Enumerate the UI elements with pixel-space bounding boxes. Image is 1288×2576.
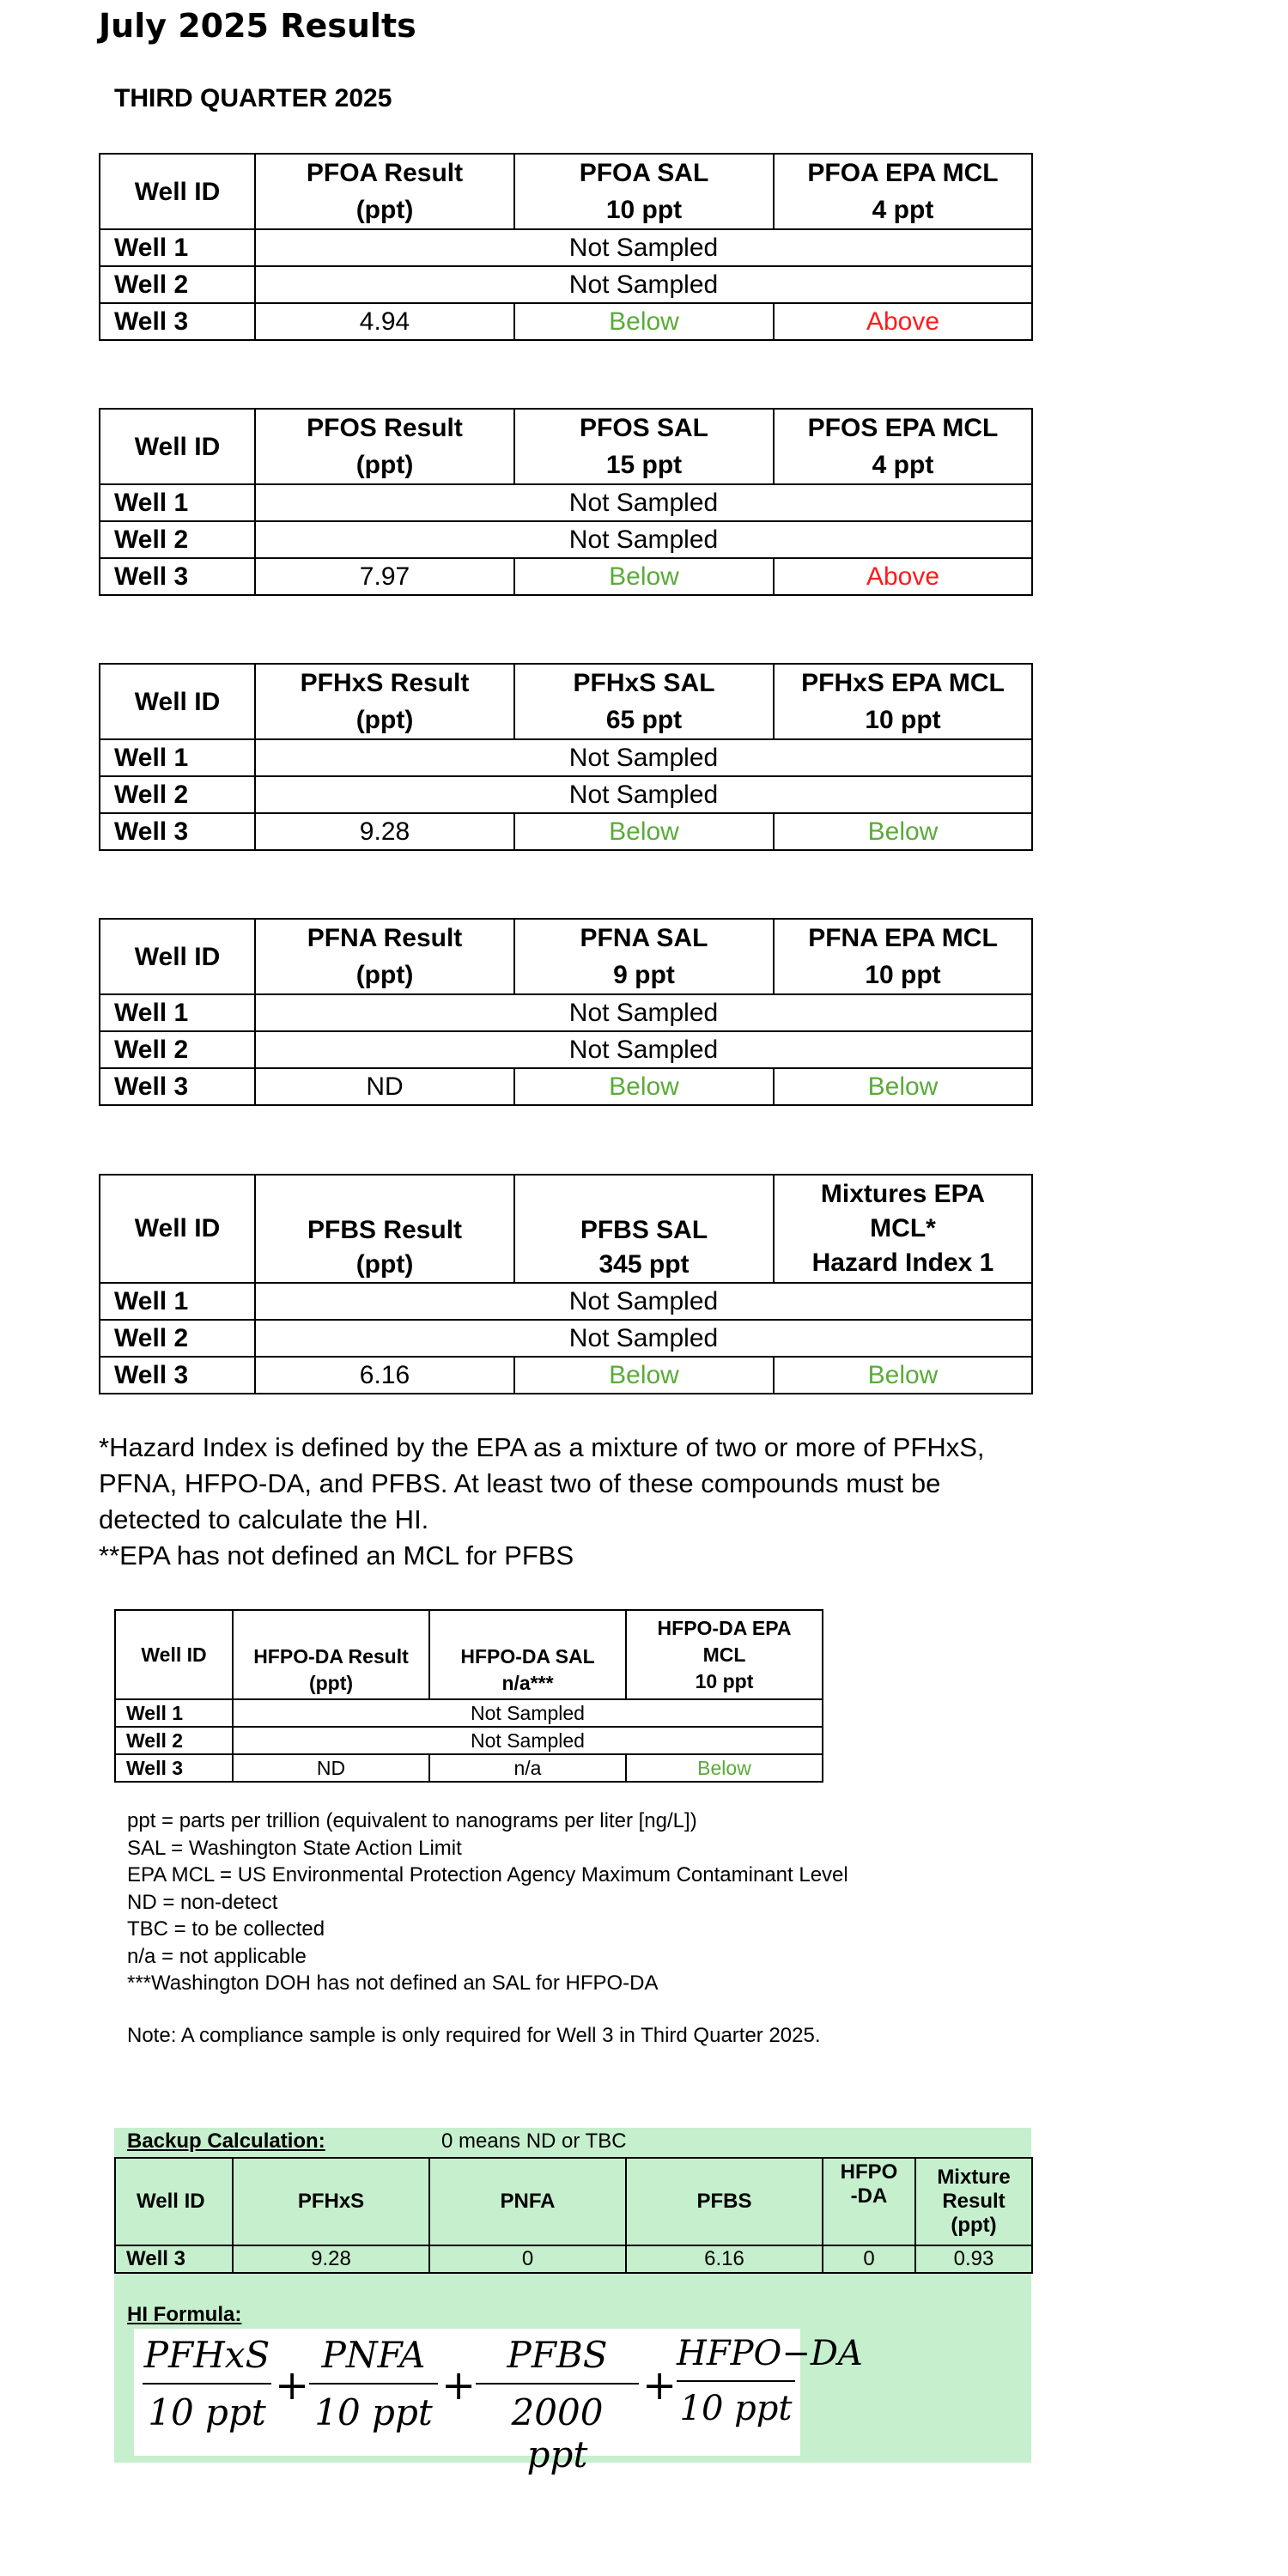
plus-operator: + bbox=[642, 2361, 677, 2409]
table-row bbox=[100, 521, 1032, 558]
header-sal: PFOA SAL 10 ppt bbox=[514, 154, 774, 229]
well-id-cell: Well 2 bbox=[100, 1031, 255, 1068]
table-row bbox=[100, 558, 1032, 595]
backup-calculation-table bbox=[114, 2157, 1033, 2274]
header-sal: HFPO-DA SAL n/a*** bbox=[429, 1610, 626, 1699]
header-well-id: Well ID bbox=[100, 409, 255, 484]
well-id-cell: Well 1 bbox=[115, 1699, 233, 1727]
sal-status-cell: Below bbox=[514, 1357, 774, 1394]
table-row bbox=[115, 1699, 823, 1727]
mcl-status-cell: Below bbox=[626, 1754, 823, 1782]
header-well-id: Well ID bbox=[100, 154, 255, 229]
header-result: HFPO-DA Result (ppt) bbox=[233, 1610, 429, 1699]
pfos-table bbox=[99, 408, 1033, 596]
footnote-line: **EPA has not defined an MCL for PFBS bbox=[99, 1540, 574, 1571]
header-result: PFOS Result (ppt) bbox=[255, 409, 514, 484]
well-id-cell: Well 3 bbox=[115, 2245, 233, 2273]
abbreviation-legend bbox=[127, 1807, 848, 1997]
hi-formula bbox=[134, 2329, 863, 2476]
table-row bbox=[100, 776, 1032, 813]
header-result: PFOA Result (ppt) bbox=[255, 154, 514, 229]
legend-line: n/a = not applicable bbox=[127, 1944, 307, 1968]
footnote-line: *Hazard Index is defined by the EPA as a mixture of two or more of PFHxS, bbox=[99, 1432, 985, 1462]
header-well-id: Well ID bbox=[100, 919, 255, 994]
header-pfhxs: PFHxS bbox=[233, 2158, 429, 2245]
formula-term: HFPO−DA 10 ppt bbox=[677, 2334, 863, 2428]
legend-line: ND = non-detect bbox=[127, 1890, 278, 1914]
not-sampled-cell: Not Sampled bbox=[255, 266, 1032, 303]
header-mcl: PFHxS EPA MCL 10 ppt bbox=[774, 664, 1032, 739]
not-sampled-cell: Not Sampled bbox=[255, 521, 1032, 558]
table-row bbox=[100, 484, 1032, 521]
well-id-cell: Well 2 bbox=[115, 1727, 233, 1754]
footnote-line: detected to calculate the HI. bbox=[99, 1504, 429, 1534]
header-well-id: Well ID bbox=[115, 1610, 233, 1699]
legend-line: ***Washington DOH has not defined an SAL for HFPO-DA bbox=[127, 1971, 659, 1995]
header-sal: PFBS SAL 345 ppt bbox=[514, 1175, 774, 1283]
sal-status-cell: Below bbox=[514, 1068, 774, 1105]
header-mcl: HFPO-DA EPA MCL 10 ppt bbox=[626, 1610, 823, 1699]
not-sampled-cell: Not Sampled bbox=[255, 776, 1032, 813]
well-id-cell: Well 1 bbox=[100, 994, 255, 1031]
sal-status-cell: Below bbox=[514, 303, 774, 340]
not-sampled-cell: Not Sampled bbox=[255, 229, 1032, 266]
header-hfpo-da: HFPO -DA bbox=[823, 2158, 915, 2245]
well-id-cell: Well 3 bbox=[100, 1068, 255, 1105]
plus-operator: + bbox=[275, 2361, 310, 2409]
not-sampled-cell: Not Sampled bbox=[255, 739, 1032, 776]
mcl-status-cell: Below bbox=[774, 1357, 1032, 1394]
table-row bbox=[100, 266, 1032, 303]
not-sampled-cell: Not Sampled bbox=[255, 1283, 1032, 1320]
table-row bbox=[100, 229, 1032, 266]
hazard-index-footnotes bbox=[99, 1430, 1060, 1574]
table-row bbox=[100, 1320, 1032, 1357]
table-row bbox=[100, 303, 1032, 340]
table-row bbox=[100, 1068, 1032, 1105]
hfpo-da-value: 0 bbox=[823, 2245, 915, 2273]
header-mixture-result: Mixture Result (ppt) bbox=[915, 2158, 1032, 2245]
table-row bbox=[100, 1031, 1032, 1068]
pfhxs-table bbox=[99, 663, 1033, 851]
header-result: PFHxS Result (ppt) bbox=[255, 664, 514, 739]
formula-term: PFBS 2000 ppt bbox=[476, 2334, 639, 2476]
table-row bbox=[115, 1727, 823, 1754]
well-id-cell: Well 1 bbox=[100, 739, 255, 776]
table-row bbox=[100, 813, 1032, 850]
hfpo-da-table bbox=[114, 1609, 823, 1783]
header-mcl: Mixtures EPA MCL* Hazard Index 1 bbox=[774, 1175, 1032, 1283]
header-mcl: PFOA EPA MCL 4 ppt bbox=[774, 154, 1032, 229]
table-row bbox=[115, 2245, 1032, 2273]
result-cell: 7.97 bbox=[255, 558, 514, 595]
mcl-status-cell: Above bbox=[774, 558, 1032, 595]
header-sal: PFNA SAL 9 ppt bbox=[514, 919, 774, 994]
table-row bbox=[115, 1754, 823, 1782]
result-cell: 6.16 bbox=[255, 1357, 514, 1394]
plus-operator: + bbox=[441, 2361, 477, 2409]
header-pfbs: PFBS bbox=[626, 2158, 823, 2245]
formula-term: PNFA 10 ppt bbox=[309, 2334, 438, 2433]
footnote-line: PFNA, HFPO-DA, and PFBS. At least two of these compounds must be bbox=[99, 1468, 941, 1498]
formula-term: PFHxS 10 ppt bbox=[143, 2334, 270, 2433]
table-row bbox=[100, 1357, 1032, 1394]
header-mcl: PFNA EPA MCL 10 ppt bbox=[774, 919, 1032, 994]
well-id-cell: Well 3 bbox=[100, 558, 255, 595]
sal-status-cell: n/a bbox=[429, 1754, 626, 1782]
pfbs-table bbox=[99, 1174, 1033, 1394]
legend-line: EPA MCL = US Environmental Protection Agency Maximum Contaminant Level bbox=[127, 1863, 848, 1886]
not-sampled-cell: Not Sampled bbox=[255, 1320, 1032, 1357]
backup-calculation-label: Backup Calculation: bbox=[127, 2129, 325, 2153]
well-id-cell: Well 2 bbox=[100, 1320, 255, 1357]
header-well-id: Well ID bbox=[115, 2158, 233, 2245]
not-sampled-cell: Not Sampled bbox=[233, 1699, 823, 1727]
well-id-cell: Well 2 bbox=[100, 266, 255, 303]
well-id-cell: Well 1 bbox=[100, 1283, 255, 1320]
result-cell: 4.94 bbox=[255, 303, 514, 340]
header-mcl: PFOS EPA MCL 4 ppt bbox=[774, 409, 1032, 484]
well-id-cell: Well 3 bbox=[100, 1357, 255, 1394]
mcl-status-cell: Below bbox=[774, 1068, 1032, 1105]
sal-status-cell: Below bbox=[514, 813, 774, 850]
result-cell: ND bbox=[233, 1754, 429, 1782]
well-id-cell: Well 2 bbox=[100, 521, 255, 558]
header-sal: PFOS SAL 15 ppt bbox=[514, 409, 774, 484]
not-sampled-cell: Not Sampled bbox=[255, 484, 1032, 521]
well-id-cell: Well 1 bbox=[100, 229, 255, 266]
header-well-id: Well ID bbox=[100, 1175, 255, 1283]
legend-line: ppt = parts per trillion (equivalent to nanograms per liter [ng/L]) bbox=[127, 1809, 697, 1832]
header-well-id: Well ID bbox=[100, 664, 255, 739]
header-result: PFNA Result (ppt) bbox=[255, 919, 514, 994]
mixture-result-value: 0.93 bbox=[915, 2245, 1032, 2273]
zero-meaning-note: 0 means ND or TBC bbox=[441, 2129, 627, 2153]
well-id-cell: Well 1 bbox=[100, 484, 255, 521]
pfhxs-value: 9.28 bbox=[233, 2245, 429, 2273]
pnfa-value: 0 bbox=[429, 2245, 626, 2273]
pfoa-table bbox=[99, 153, 1033, 341]
page-title: July 2025 Results bbox=[99, 7, 416, 45]
well-id-cell: Well 3 bbox=[100, 813, 255, 850]
not-sampled-cell: Not Sampled bbox=[233, 1727, 823, 1754]
header-sal: PFHxS SAL 65 ppt bbox=[514, 664, 774, 739]
legend-line: TBC = to be collected bbox=[127, 1917, 325, 1941]
result-cell: ND bbox=[255, 1068, 514, 1105]
table-row bbox=[100, 1283, 1032, 1320]
table-row bbox=[100, 739, 1032, 776]
sal-status-cell: Below bbox=[514, 558, 774, 595]
mcl-status-cell: Above bbox=[774, 303, 1032, 340]
table-row bbox=[100, 994, 1032, 1031]
pfbs-value: 6.16 bbox=[626, 2245, 823, 2273]
hi-formula-label: HI Formula: bbox=[127, 2303, 242, 2326]
legend-line: SAL = Washington State Action Limit bbox=[127, 1836, 462, 1860]
header-pnfa: PNFA bbox=[429, 2158, 626, 2245]
pfna-table bbox=[99, 918, 1033, 1106]
result-cell: 9.28 bbox=[255, 813, 514, 850]
header-result: PFBS Result (ppt) bbox=[255, 1175, 514, 1283]
compliance-note: Note: A compliance sample is only required for Well 3 in Third Quarter 2025. bbox=[127, 2024, 821, 2047]
mcl-status-cell: Below bbox=[774, 813, 1032, 850]
not-sampled-cell: Not Sampled bbox=[255, 994, 1032, 1031]
well-id-cell: Well 3 bbox=[115, 1754, 233, 1782]
well-id-cell: Well 2 bbox=[100, 776, 255, 813]
quarter-heading: THIRD QUARTER 2025 bbox=[114, 84, 392, 112]
not-sampled-cell: Not Sampled bbox=[255, 1031, 1032, 1068]
well-id-cell: Well 3 bbox=[100, 303, 255, 340]
